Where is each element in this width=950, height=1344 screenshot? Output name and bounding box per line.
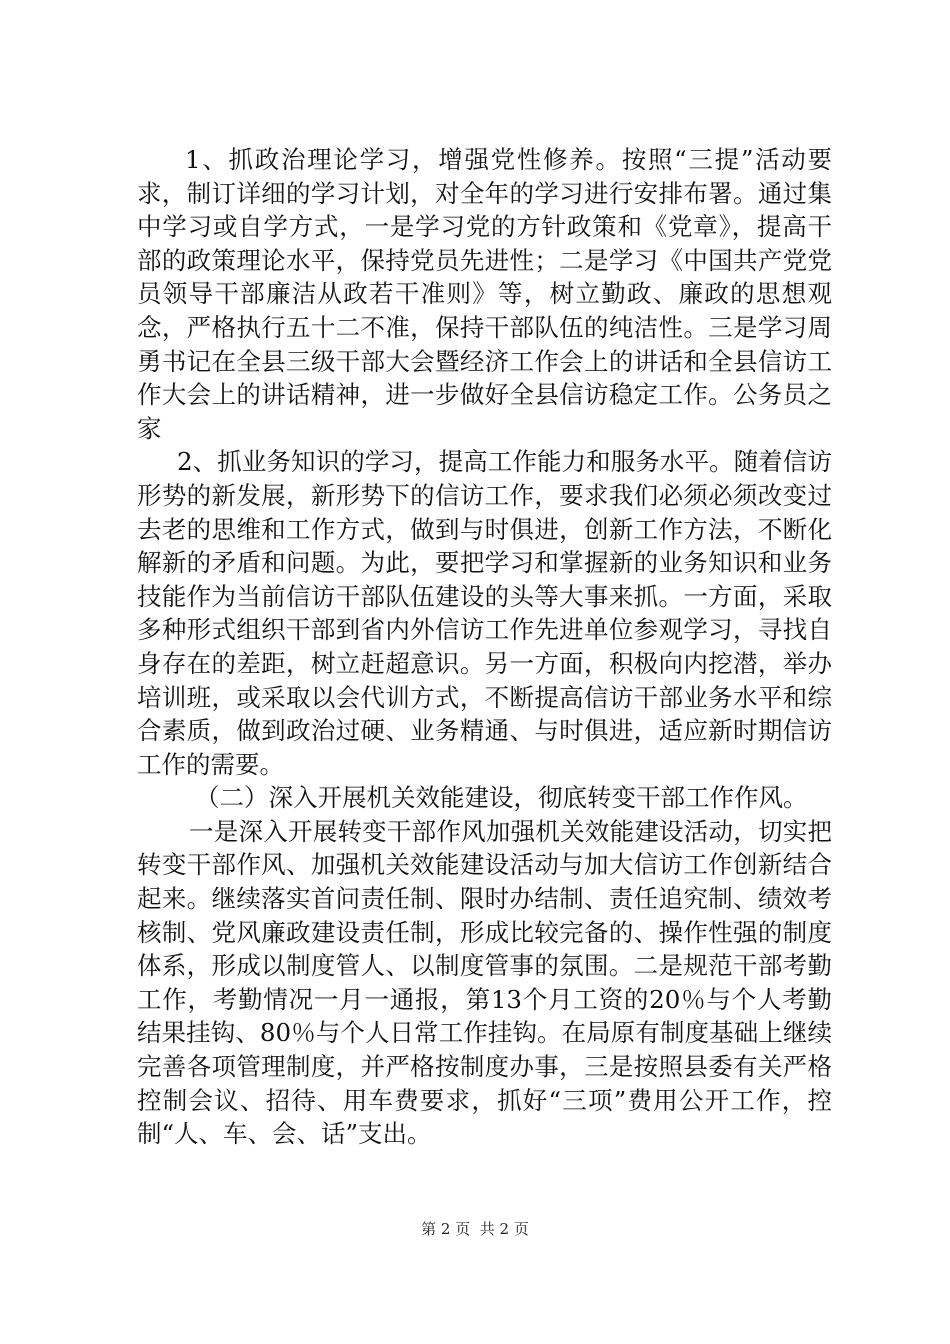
paragraph-political-study: 1、抓政治理论学习，增强党性修养。按照“三提”活动要求，制订详细的学习计划，对全年的学习进行安排布署。通过集中学习或自学方式，一是学习党的方针政策和《党章》，提高干部的政策理论水平，保持党员先进性；二是学习《中国共产党党员领导干部廉洁从政若干准则》等，树立勤政、廉政的思想观念，严格执行五十二不准，保持干部队伍的纯洁性。三是学习周勇书记在全县三级干部大会暨经济工作会上的讲话和全县信访工作大会上的讲话精神，进一步做好全县信访稳定工作。公务员之家 <box>137 145 832 443</box>
document-body <box>137 143 832 1151</box>
paragraph-efficiency-measures: 一是深入开展转变干部作风加强机关效能建设活动，切实把转变干部作风、加强机关效能建设活动与加大信访工作创新结合起来。继续落实首问责任制、限时办结制、责任追究制、绩效考核制、党风廉政建设责任制，形成比较完备的、操作性强的制度体系，形成以制度管人、以制度管事的氛围。二是规范干部考勤工作，考勤情况一月一通报，第13个月工资的20％与个人考勤结果挂钩、80％与个人日常工作挂钩。在局原有制度基础上继续完善各项管理制度，并严格按制度办事，三是按照县委有关严格控制会议、招待、用车费要求，抓好“三项”费用公开工作，控制“人、车、会、话”支出。 <box>137 816 832 1149</box>
page-number-footer: 第 2 页 共 2 页 <box>421 1220 529 1238</box>
section-heading-efficiency: （二）深入开展机关效能建设，彻底转变干部工作作风。 <box>195 783 808 813</box>
paragraph-business-study: 2、抓业务知识的学习，提高工作能力和服务水平。随着信访形势的新发展，新形势下的信访工作，要求我们必须必须改变过去老的思维和工作方式，做到与时俱进，创新工作方法，不断化解新的矛盾和问题。为此，要把学习和掌握新的业务知识和业务技能作为当前信访干部队伍建设的头等大事来抓。一方面，采取多种形式组织干部到省内外信访工作先进单位参观学习，寻找自身存在的差距，树立赶超意识。另一方面，积极向内挖潜，举办培训班，或采取以会代训方式，不断提高信访干部业务水平和综合素质，做到政治过硬、业务精通、与时俱进，适应新时期信访工作的需要。 <box>137 447 832 779</box>
